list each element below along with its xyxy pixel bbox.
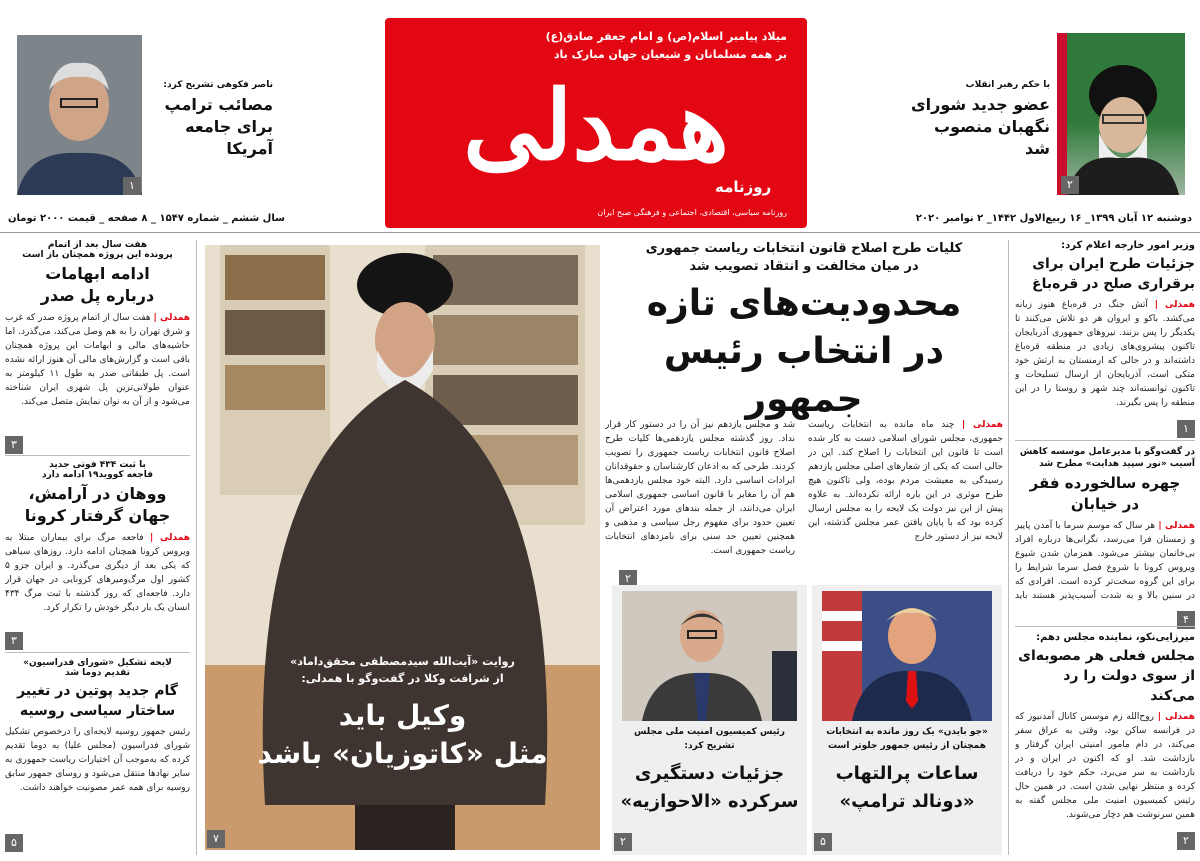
story-title-2: برقراری صلح در قره‌باغ (1032, 276, 1195, 292)
story-kicker: در گفت‌وگو با مدیرعامل موسسه کاهش آسیب «نور سپید هدایت» مطرح شد (1019, 447, 1195, 469)
story-kicker-1: هفت سال بعد از اتمام (47, 240, 148, 250)
center-kicker-2: از شرافت وکلا در گفت‌وگو با همدلی: (301, 672, 504, 685)
sidebar-left (5, 240, 190, 855)
story-title-1: جزئیات دستگیری (634, 763, 785, 784)
lead-title-2: در انتخاب رئیس جمهور (663, 331, 945, 420)
story-title-1: ساعات پرالتهاب (835, 763, 979, 784)
greeting-line-2: بر همه مسلمانان و شیعیان جهان مبارک باد (553, 48, 787, 61)
trump-photo (822, 591, 992, 721)
story-title-2: از سوی دولت را رد می‌کند (1063, 668, 1195, 704)
story-body (5, 725, 190, 837)
story-title-2: درباره پل صدر (40, 286, 155, 305)
logo-prefix: روزنامه (715, 178, 772, 196)
lead-story (605, 240, 1003, 585)
story-body (5, 531, 190, 629)
page-number-badge: ۳ (5, 632, 23, 650)
story-kicker-2: تشریح کرد: (684, 741, 735, 751)
story-title-1: چهره سالخورده فقر (1029, 474, 1181, 492)
portrait-illustration (17, 35, 142, 195)
story-body (1015, 519, 1195, 603)
story-text: هر سال که موسم سرما با آمدن پاییز و زمستان فرا می‌رسد، نگرانی‌ها درباره افراد بی‌خانمان بیشتر می‌شود. همزمان شدن شیوع ویروس کرونا با شروع فصل سرما شرایط را برای این گروه سخت‌تر کرده است. افرادی که در سنین بالا و به شدت آسیب‌پذیر هستند باید (1015, 521, 1195, 601)
story-title-1: مجلس فعلی هر مصوبه‌ای (1018, 648, 1195, 664)
story-parliament (1015, 632, 1195, 852)
story-body (1015, 710, 1195, 845)
page-number-badge: ۷ (207, 830, 225, 848)
date-line: دوشنبه ۱۲ آبان ۱۳۹۹_ ۱۶ ربیع‌الاول ۱۴۴۲_ ۲ نوامبر ۲۰۲۰ (915, 213, 1192, 224)
portrait-illustration (1057, 33, 1185, 195)
sidebar-right (1015, 240, 1195, 855)
story-title-1: جزئیات طرح ایران برای (1032, 256, 1195, 272)
story-title-2: جهان گرفتار کرونا (24, 506, 171, 525)
masthead (0, 0, 1200, 235)
story-kicker-2: پرونده این پروژه همچنان باز است (22, 250, 173, 260)
page-number-badge: ۵ (5, 834, 23, 852)
lead-text-left: شد و مجلس یازدهم نیز آن را در دستور کار قرار نداد. روز گذشته مجلس یازدهمی‌ها کلیات طرح اصلاح قانون انتخابات ریاست جمهوری را تصویب کردند. طرحی که به اذعان کارشناسان و حقوقدانان ایرادات اساسی دارد. البته خود مجلس یازدهمی‌ها هم آن را مغایر با قانون اساسی جمهوری اسلامی ایران می‌دانند، از جمله بندهای مورد اعتراض آن تعیین حدود برای مفهوم رجل سیاسی و مذهبی و همچنین تعیین حد سنی برای نامزدهای انتخابات ریاست جمهوری است. (605, 420, 795, 556)
story-kicker-2: همچنان از رئیس جمهور جلوتر است (828, 741, 986, 751)
story-title-1: گام جدید پوتین در تغییر (17, 683, 178, 699)
source-tag: همدلی | (961, 420, 1003, 430)
promo-right-kicker: با حکم رهبر انقلاب (965, 80, 1050, 90)
story-sadr-bridge (5, 240, 190, 450)
center-title-1: وکیل باید (338, 699, 467, 732)
story-kicker: میرزایی‌نکو، نماینده مجلس دهم: (1036, 632, 1195, 643)
center-feature-photo (205, 245, 600, 850)
column-divider (1008, 240, 1009, 855)
story-title-2: ساختار سیاسی روسیه (19, 703, 176, 719)
lead-title-1: محدودیت‌های تازه (646, 283, 962, 324)
source-tag: همدلی | (1158, 521, 1195, 531)
story-kicker-1: رئیس کمیسیون امنیت ملی مجلس (634, 727, 785, 737)
source-tag: همدلی | (1157, 712, 1195, 722)
story-ahvaz (612, 585, 807, 855)
story-kicker-1: با ثبت ۴۳۴ فوتی جدید (49, 460, 146, 470)
center-caption (205, 655, 600, 773)
portrait-illustration (622, 591, 797, 721)
story-divider (5, 652, 190, 653)
promo-left-title-2: برای جامعه آمریکا (185, 117, 273, 158)
logo-wordmark: همدلی (463, 69, 729, 182)
story-divider (5, 455, 190, 456)
greeting-line-1: میلاد پیامبر اسلام(ص) و امام جعفر صادق(ع) (545, 30, 787, 43)
promo-left-photo (17, 35, 142, 195)
center-title-2: مثل «کاتوزیان» باشد (257, 737, 548, 770)
story-kicker: وزیر امور خارجه اعلام کرد: (1061, 240, 1195, 251)
lead-kicker-1: کلیات طرح اصلاح قانون انتخابات ریاست جمهوری (645, 241, 963, 256)
lead-body-left (605, 418, 795, 568)
story-body (5, 311, 190, 423)
lead-kicker-2: در میان مخالفت و انتقاد تصویب شد (689, 259, 919, 274)
masthead-divider (0, 232, 1200, 233)
lead-body-right (808, 418, 1003, 568)
source-tag: همدلی | (150, 533, 190, 543)
page-number-badge: ۵ (814, 833, 832, 851)
promo-left-text (148, 80, 273, 160)
story-text: فاجعه مرگ برای بیماران مبتلا به ویروس کرونا همچنان ادامه دارد. روزهای سیاهی که یکی بعد از دیگری می‌گذرد. و ایران جزو ۵ کشور اول مرگ‌ومیرهای کرونایی در جهان قرار دارد. فاجعه‌ای که روز گذشته با ثبت مرگ ۴۳۴ انسان یک بار دیگر خودش را تکرار کرد. (5, 533, 190, 613)
story-title-1: ادامه ابهامات (45, 264, 150, 283)
page-number-badge: ۲ (619, 570, 637, 588)
story-title-2: «دونالد ترامپ» (839, 791, 975, 812)
story-body (1015, 298, 1195, 413)
story-divider (1015, 626, 1195, 627)
story-text: رئیس جمهور روسیه لایحه‌ای را درخصوص تشکیل شورای فدراسیون (مجلس علیا) به دوما تقدیم کرده که به‌موجب آن اختیارات ریاست جمهوری به سایر نهادها منتقل می‌شود و روسای جمهور سابق روسیه برای همه عمر مصونیت خواهند داشت. (5, 727, 190, 793)
promo-left-kicker: ناصر فکوهی تشریح کرد: (163, 80, 273, 90)
logo-block (385, 18, 807, 228)
lead-text-right: چند ماه مانده به انتخابات ریاست جمهوری، مجلس شورای اسلامی دست به کار شده است تا قانون این انتخابات را اصلاح کند. این در حالی است که یکی از شعارهای اصلی مجلس یازدهم رسیدگی به معیشت مردم بوده، ولی تاکنون هیچ طرح موثری در این باره ارائه نکرده‌اند. به علاوه پیش از این نیز دولت یک لایحه را به مجلس ارسال کرده بود که با پایان یافتن عمر مجلس گذشته، این لایحه نیز از دستور خارج (808, 420, 1003, 542)
story-trump (812, 585, 1002, 855)
promo-right-title-1: عضو جدید شورای (910, 95, 1050, 114)
source-tag: همدلی | (153, 313, 190, 323)
source-tag: همدلی | (1154, 300, 1195, 310)
page-number-badge: ۲ (1177, 832, 1195, 850)
column-divider (196, 240, 197, 855)
story-putin (5, 658, 190, 853)
page-number-badge: ۱ (1177, 420, 1195, 438)
portrait-illustration (822, 591, 992, 721)
page-number-badge: ۲ (1061, 176, 1079, 194)
official-photo (622, 591, 797, 721)
page-number-badge: ۴ (1177, 611, 1195, 629)
center-kicker-1: روایت «آیت‌الله سیدمصطفی محقق‌داماد» (290, 655, 515, 668)
story-corona (5, 460, 190, 650)
promo-right-photo (1057, 33, 1185, 195)
story-text: هفت سال از اتمام پروژه صدر که غرب و شرق تهران را به هم وصل می‌کند، می‌گذرد. اما حاشیه‌های مالی و ابهامات این پروژه همچنان باقی است و گزارش‌های مالی آن هنوز ارائه نشده است. پل طبقاتی صدر به طول ۱۱ کیلومتر به عنوان طولانی‌ترین پل شهری ایران شناخته می‌شود و از آن به نوان نمایش متصل می‌کند. (5, 313, 190, 407)
story-text: روح‌الله زم موسس کانال آمدنیوز که در فرانسه ساکن بود، وقتی به عراق سفر می‌کند، در دام مامور امنیتی ایران گرفتار و بازداشت شد. او که اکنون در ایران و در بازداشت به سر می‌برد، حکم خود را دریافت کرده و منتظر نهایی شدن است. در همین حال رئیس کمیسیون امنیت ملی مجلس گفته به همین سرنوشت هم دچار می‌شوند. (1015, 712, 1195, 820)
story-title-1: ووهان در آرامش، (28, 484, 167, 503)
issue-line: سال ششم _ شماره ۱۵۴۷ _ ۸ صفحه _ قیمت ۲۰۰۰ تومان (8, 213, 285, 224)
tagline: روزنامه سیاسی، اقتصادی، اجتماعی و فرهنگی صبح ایران (597, 208, 787, 217)
page-number-badge: ۲ (614, 833, 632, 851)
story-title-2: در خیابان (1070, 495, 1140, 513)
story-kicker-1: «جو بایدن» یک روز مانده به انتخابات (826, 727, 988, 737)
page-number-badge: ۳ (5, 436, 23, 454)
story-divider (1015, 440, 1195, 441)
story-qarabagh (1015, 240, 1195, 435)
story-kicker-2: فاجعه کووید۱۹ ادامه دارد (41, 470, 154, 480)
story-text: آتش جنگ در قره‌باغ هنوز زبانه می‌کشد. باکو و ایروان هر دو تلاش می‌کنند تا یکدیگر را پس بزنند. نیروهای جمهوری آذربایجان تاکنون پیشروی‌های زیادی در منطقه قره‌باغ داشته‌اند و در حالی که ارمنستان به ارتش خود متکی است، آذربایجان از ارسال تسلیحات و تاکنون توانسته‌اند چند شهر و روستا را در این منطقه را پس بگیرند. (1015, 300, 1195, 408)
promo-right-title-2: نگهبان منصوب شد (934, 117, 1050, 158)
promo-right-text (905, 80, 1050, 160)
story-title-2: سرکرده «الاحوازیه» (620, 791, 799, 812)
story-poverty (1015, 446, 1195, 626)
story-kicker-1: لایحه تشکیل «شورای فدراسیون» (23, 658, 172, 668)
promo-left-title-1: مصائب ترامپ (164, 95, 273, 114)
page-number-badge: ۱ (123, 177, 141, 195)
story-kicker-2: تقدیم دوما شد (65, 668, 130, 678)
